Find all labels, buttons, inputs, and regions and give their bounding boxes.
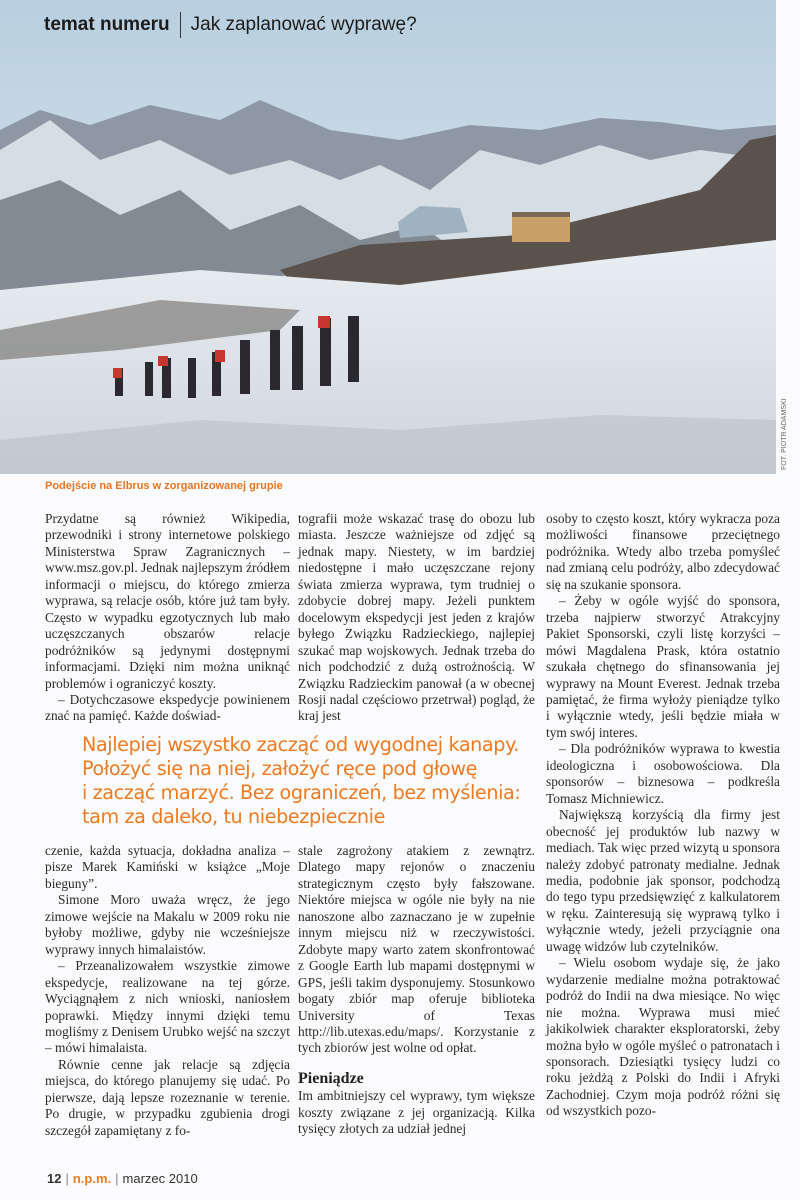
photo-caption: Podejście na Elbrus w zorganizowanej grupie xyxy=(45,480,283,492)
paragraph: Im ambitniejszy cel wyprawy, tym większe koszty związane z jej organizacją. Kilka tysięcy złotych za udział jednej xyxy=(298,1088,535,1137)
paragraph: osoby to często koszt, który wykracza poza możliwości finansowe przeciętnego podróżnika. Wtedy albo trzeba pomyśleć nad zmianą celu podróży, albo zdecydować się na szukanie sponsora. xyxy=(546,511,780,592)
column-1-bottom xyxy=(45,843,290,1139)
issue-date: marzec 2010 xyxy=(122,1171,198,1186)
photo-credit: FOT. PIOTR ADAMSKI xyxy=(781,398,788,470)
paragraph: Równie cenne jak relacje są zdjęcia miejsca, do którego planujemy się udać. Po pierwsze, dają lepsze rozeznanie w terenie. Po drugie, w przypadku zgubienia drogi szczegół zapamiętany z fo- xyxy=(45,1056,290,1138)
paragraph: Największą korzyścią dla firmy jest obecność jej produktów lub nazwy w mediach. Tak więc przed wizytą u sponsora należy zdobyć patronaty medialne. Jednak media, podobnie jak sponsor, podchodzą do tego typu przedsięwzięć z kalkulatorem w ręku. Zainteresują się wyprawą tylko i wyłącznie wtedy, jeżeli przyciągnie ona uwagę widzów lub czytelników. xyxy=(546,807,780,954)
pull-quote-line: i zacząć marzyć. Bez ograniczeń, bez myślenia: xyxy=(82,781,521,804)
pull-quote-line: Najlepiej wszystko zacząć od wygodnej kanapy. xyxy=(82,733,519,756)
paragraph: – Przeanalizowałem wszystkie zimowe ekspedycje, realizowane na tej górze. Wyciągnąłem z nich wnioski, naniosłem poprawki. Między innymi dzięki temu mogliśmy z Denisem Urubko wejść na szczyt – mówi himalaista. xyxy=(45,958,290,1056)
paragraph: Simone Moro uważa wręcz, że jego zimowe wejście na Makalu w 2009 roku nie byłoby możliwe, gdyby nie wcześniejsze wyprawy innych himalaistów. xyxy=(45,892,290,957)
paragraph: tografii może wskazać trasę do obozu lub miasta. Jeszcze ważniejsze od zdjęć są jednak mapy. Niestety, w im bardziej niedostępne i mało uczęszczane rejony świata zmierza wyprawa, tym trudniej o zdobycie dobrej mapy. Jeżeli punktem docelowym ekspedycji jest jeden z krajów byłego Związku Radzieckiego, najlepiej szukać map wojskowych. Jednak trzeba do nich podchodzić z dużą ostrożnością. W Związku Radzieckim panował (a w obecnej Rosji nadal częściowo przetrwał) pogląd, że kraj jest xyxy=(298,511,535,724)
paragraph: – Dotychczasowe ekspedycje powinienem znać na pamięć. Każde doświad- xyxy=(45,691,290,724)
paragraph: – Żeby w ogóle wyjść do sponsora, trzeba najpierw stworzyć Atrakcyjny Pakiet Sponsorski, czyli listę korzyści – mówi Magdalena Prask, która ostatnio szukała chętnego do sfinansowania jej wyprawy na Mount Everest. Jednak trzeba pamiętać, że firma wyłoży pieniądze tylko i wyłącznie wtedy, jeśli będzie miała w tym swój interes. xyxy=(546,593,780,740)
elbrus-photo xyxy=(0,0,776,474)
pull-quote-line: Położyć się na niej, założyć ręce pod głowę xyxy=(82,757,478,780)
column-1-top xyxy=(45,511,290,725)
pull-quote-line: tam za daleko, tu niebezpiecznie xyxy=(82,805,386,828)
paragraph: stale zagrożony atakiem z zewnątrz. Dlatego mapy rejonów o znaczeniu strategicznym często były fałszowane. Niektóre miejsca w ogóle nie były na nie nanoszone albo zaznaczano je w zupełnie innym miejscu niż w rzeczywistości. Zdobyte mapy warto zatem skonfrontować z Google Earth lub mapami dostępnymi w GPS, jeśli takim dysponujemy. Stosunkowo bogaty zbiór map oferuje biblioteka University of Texas http://lib.utexas.edu/maps/. Korzystanie z tych zbiorów jest wolne od opłat. xyxy=(298,843,535,1056)
pull-quote xyxy=(82,733,520,829)
column-3 xyxy=(546,511,780,1120)
section-label: temat numeru xyxy=(44,14,170,35)
header-divider xyxy=(180,12,181,38)
running-header xyxy=(44,12,417,38)
magazine-brand: n.p.m. xyxy=(72,1171,112,1186)
paragraph: Przydatne są również Wikipedia, przewodniki i strony internetowe polskiego Ministerstwa Spraw Zagranicznych – www.msz.gov.pl. Jednak najlepszym źródłem informacji o miejscu, do którego zmierza wyprawa, są relacje osób, które już tam były. Często w wypadku egzotycznych lub mało uczęszczanych obszarów relacje podróżników są jedynymi dostępnymi informacjami. Dzięki nim można uniknąć problemów i ograniczyć koszty. xyxy=(45,511,290,691)
page-footer: 12 | n.p.m. | marzec 2010 xyxy=(47,1171,198,1186)
paragraph: – Dla podróżników wyprawa to kwestia ideologiczna i osobowościowa. Dla sponsorów – biznesowa – podkreśla Tomasz Michniewicz. xyxy=(546,741,780,806)
paragraph: czenie, każda sytuacja, dokładna analiza – pisze Marek Kamiński w książce „Moje bieguny”. xyxy=(45,843,290,891)
section-heading: Pieniądze xyxy=(298,1069,364,1087)
article-title: Jak zaplanować wyprawę? xyxy=(190,14,417,35)
column-2-bottom xyxy=(298,843,535,1138)
column-2-top xyxy=(298,511,535,725)
page-number: 12 xyxy=(47,1171,62,1186)
paragraph: – Wielu osobom wydaje się, że jako wydarzenie medialne można potraktować podróż do Indii na dwa miesiące. No więc nie można. Wyprawa musi mieć jakikolwiek charakter eksploratorski, żeby można było w ogóle myśleć o patronatach i sponsorach. Dziesiątki tysięcy ludzi co roku jeżdżą z Polski do Indii i Afryki Zachodniej. Czym moja podróż różni się od wszystkich pozo- xyxy=(546,955,780,1119)
